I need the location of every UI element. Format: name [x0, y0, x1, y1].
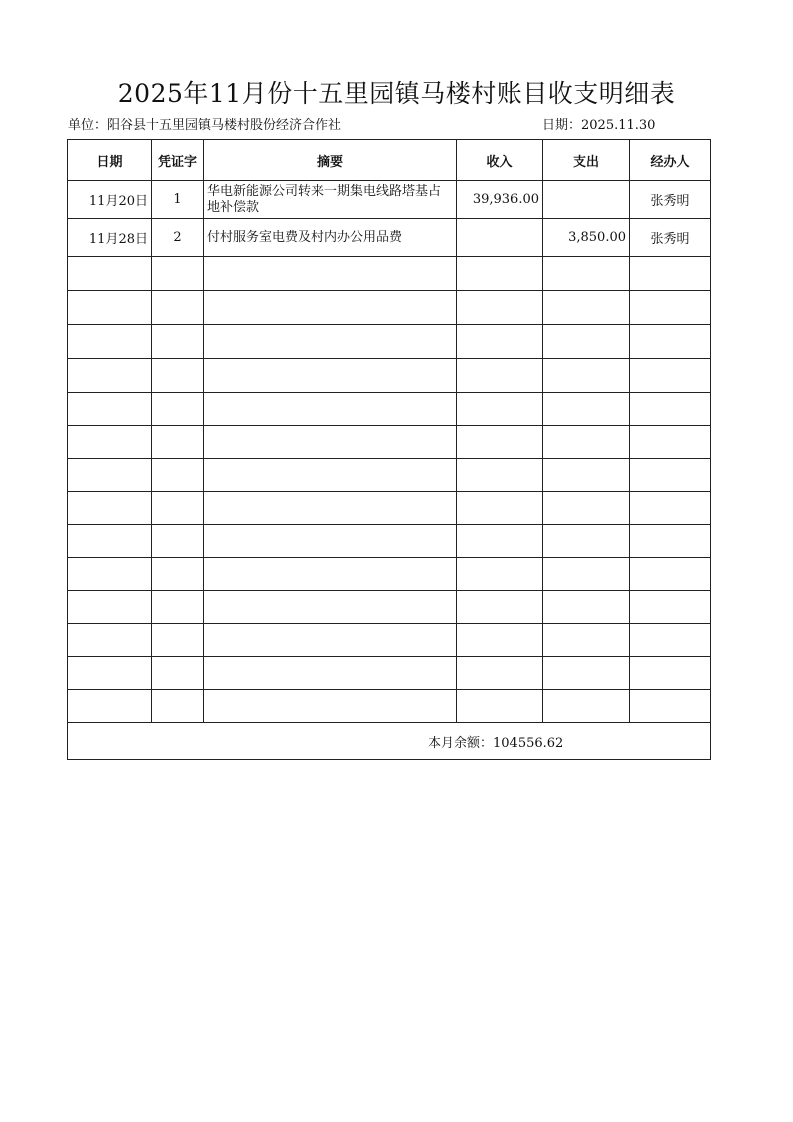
empty-cell	[68, 690, 152, 723]
empty-cell	[152, 325, 204, 359]
empty-cell	[457, 325, 543, 359]
cell-income	[457, 219, 543, 257]
empty-cell	[630, 657, 711, 690]
table-row	[68, 219, 711, 257]
empty-cell	[457, 657, 543, 690]
header-voucher: 凭证字	[152, 140, 204, 181]
empty-cell	[204, 325, 457, 359]
footer-row	[68, 723, 711, 760]
empty-cell	[204, 657, 457, 690]
empty-cell	[630, 325, 711, 359]
empty-cell	[152, 257, 204, 291]
empty-row	[68, 492, 711, 525]
empty-cell	[68, 257, 152, 291]
empty-cell	[543, 657, 630, 690]
cell-handler: 张秀明	[630, 181, 711, 219]
ledger-table	[67, 139, 711, 760]
empty-cell	[68, 459, 152, 492]
empty-cell	[543, 492, 630, 525]
empty-cell	[457, 426, 543, 459]
empty-cell	[68, 359, 152, 393]
header-income: 收入	[457, 140, 543, 181]
table-row	[68, 181, 711, 219]
empty-cell	[630, 525, 711, 558]
empty-cell	[457, 291, 543, 325]
empty-cell	[543, 325, 630, 359]
empty-cell	[543, 690, 630, 723]
empty-cell	[204, 624, 457, 657]
empty-row	[68, 359, 711, 393]
empty-cell	[630, 291, 711, 325]
empty-cell	[543, 591, 630, 624]
empty-cell	[68, 591, 152, 624]
empty-cell	[543, 459, 630, 492]
empty-cell	[630, 359, 711, 393]
empty-row	[68, 459, 711, 492]
empty-cell	[152, 624, 204, 657]
empty-cell	[543, 257, 630, 291]
empty-cell	[204, 359, 457, 393]
empty-cell	[152, 426, 204, 459]
empty-row	[68, 525, 711, 558]
cell-expense	[543, 181, 630, 219]
empty-cell	[68, 492, 152, 525]
cell-date: 11月28日	[68, 219, 152, 257]
empty-cell	[68, 624, 152, 657]
empty-cell	[152, 291, 204, 325]
empty-cell	[630, 393, 711, 426]
empty-cell	[457, 690, 543, 723]
empty-cell	[630, 459, 711, 492]
empty-cell	[152, 492, 204, 525]
empty-cell	[543, 393, 630, 426]
empty-cell	[457, 558, 543, 591]
empty-cell	[630, 690, 711, 723]
empty-cell	[630, 426, 711, 459]
empty-cell	[543, 426, 630, 459]
page-title: 2025年11月份十五里园镇马楼村账目收支明细表	[117, 79, 676, 108]
cell-voucher: 2	[152, 219, 204, 257]
empty-cell	[630, 591, 711, 624]
header-summary: 摘要	[204, 140, 457, 181]
empty-cell	[68, 325, 152, 359]
empty-cell	[457, 359, 543, 393]
empty-cell	[543, 624, 630, 657]
empty-cell	[543, 291, 630, 325]
empty-cell	[630, 492, 711, 525]
empty-cell	[68, 657, 152, 690]
empty-cell	[152, 525, 204, 558]
empty-row	[68, 325, 711, 359]
empty-cell	[630, 558, 711, 591]
empty-cell	[543, 359, 630, 393]
empty-cell	[204, 426, 457, 459]
empty-cell	[457, 459, 543, 492]
empty-cell	[204, 291, 457, 325]
cell-handler: 张秀明	[630, 219, 711, 257]
header-expense: 支出	[543, 140, 630, 181]
empty-cell	[68, 558, 152, 591]
empty-cell	[68, 291, 152, 325]
empty-cell	[152, 558, 204, 591]
empty-row	[68, 257, 711, 291]
empty-cell	[204, 690, 457, 723]
empty-cell	[68, 393, 152, 426]
header-handler: 经办人	[630, 140, 711, 181]
empty-cell	[457, 393, 543, 426]
empty-cell	[152, 459, 204, 492]
empty-cell	[204, 525, 457, 558]
empty-cell	[204, 257, 457, 291]
empty-cell	[457, 492, 543, 525]
empty-row	[68, 393, 711, 426]
empty-cell	[204, 492, 457, 525]
empty-cell	[204, 393, 457, 426]
empty-row	[68, 426, 711, 459]
header-date: 日期	[68, 140, 152, 181]
empty-cell	[630, 624, 711, 657]
cell-summary: 华电新能源公司转来一期集电线路塔基占地补偿款	[204, 181, 457, 219]
empty-cell	[152, 393, 204, 426]
empty-cell	[457, 591, 543, 624]
empty-row	[68, 624, 711, 657]
empty-cell	[68, 525, 152, 558]
empty-row	[68, 558, 711, 591]
empty-cell	[457, 624, 543, 657]
unit-label: 单位：阳谷县十五里园镇马楼村股份经济合作社	[68, 118, 342, 133]
monthly-balance: 本月余额：104556.62	[68, 723, 711, 760]
cell-summary: 付村服务室电费及村内办公用品费	[204, 219, 457, 257]
date-label: 日期：2025.11.30	[542, 118, 656, 133]
cell-expense: 3,850.00	[543, 219, 630, 257]
empty-row	[68, 657, 711, 690]
empty-cell	[152, 657, 204, 690]
empty-cell	[152, 591, 204, 624]
empty-cell	[204, 558, 457, 591]
empty-cell	[457, 525, 543, 558]
empty-row	[68, 591, 711, 624]
empty-cell	[68, 426, 152, 459]
cell-date: 11月20日	[68, 181, 152, 219]
header-row	[68, 140, 711, 181]
empty-cell	[457, 257, 543, 291]
empty-cell	[152, 690, 204, 723]
empty-cell	[630, 257, 711, 291]
cell-voucher: 1	[152, 181, 204, 219]
empty-cell	[543, 525, 630, 558]
empty-row	[68, 291, 711, 325]
empty-cell	[204, 459, 457, 492]
empty-cell	[543, 558, 630, 591]
empty-cell	[152, 359, 204, 393]
empty-row	[68, 690, 711, 723]
cell-income: 39,936.00	[457, 181, 543, 219]
empty-cell	[204, 591, 457, 624]
